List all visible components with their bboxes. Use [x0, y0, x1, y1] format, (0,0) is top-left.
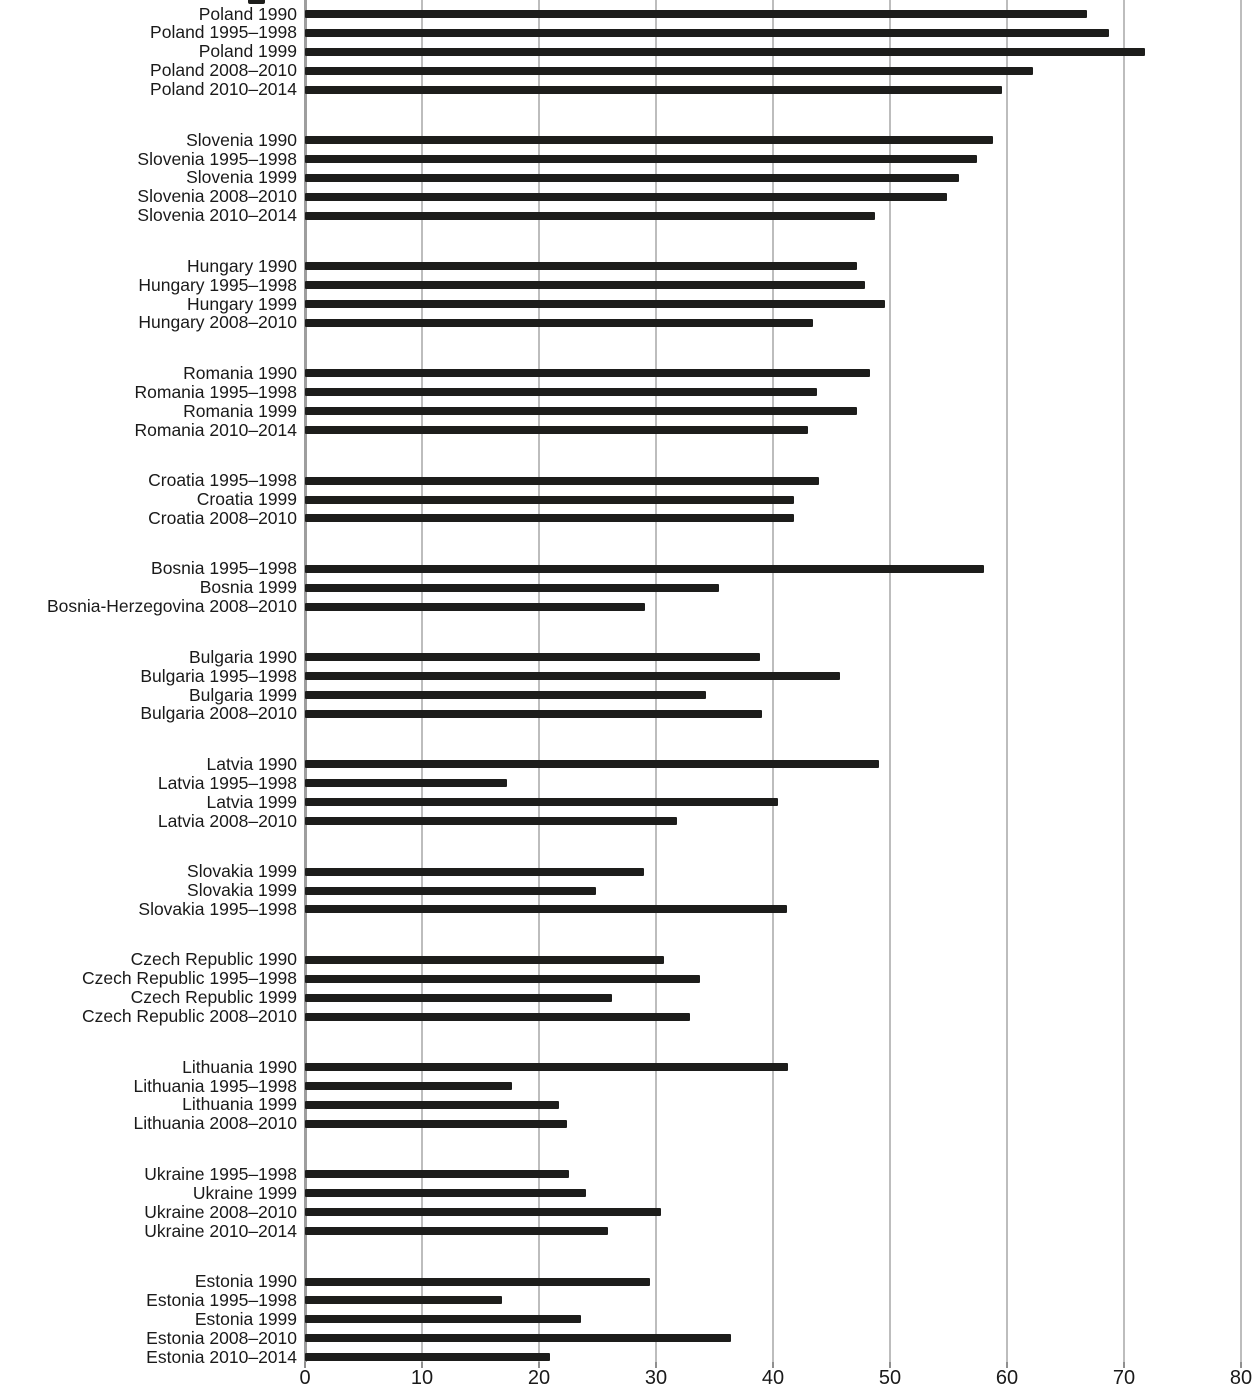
cropped-text-artifact: [248, 0, 265, 4]
bar: [305, 1353, 550, 1361]
bar-label: Czech Republic 2008–2010: [81, 1006, 297, 1027]
bar-label: Hungary 1999: [187, 293, 297, 314]
gridline: [889, 0, 891, 1362]
bar: [305, 710, 762, 718]
bar: [305, 1278, 650, 1286]
bar: [305, 426, 808, 434]
bar-label: Ukraine 1999: [192, 1182, 297, 1203]
bar-label: Bulgaria 1990: [189, 646, 297, 667]
plot-area: [305, 0, 1241, 1362]
bar-label: Lithuania 1999: [182, 1094, 297, 1115]
bar-label: Estonia 2008–2010: [146, 1327, 297, 1348]
bar-label: Estonia 2010–2014: [146, 1346, 297, 1367]
bar-label: Czech Republic 1999: [130, 987, 297, 1008]
bar: [305, 1296, 502, 1304]
bar-label: Croatia 1999: [196, 489, 297, 509]
gridline: [421, 0, 423, 1362]
bar-label: Poland 2008–2010: [150, 60, 297, 81]
bar: [305, 388, 817, 396]
bar: [305, 975, 700, 983]
x-tick-label: 70: [1112, 1367, 1136, 1389]
bar: [305, 86, 1002, 94]
bar-label: Slovakia 1999: [187, 880, 297, 900]
bar: [305, 281, 865, 289]
bar-label: Slovenia 1990: [186, 129, 297, 150]
bar-label: Slovenia 1995–1998: [137, 148, 297, 169]
bar-label: Romania 1999: [183, 400, 297, 421]
bar-label: Lithuania 2008–2010: [133, 1113, 297, 1134]
bar-label: Romania 1995–1998: [134, 381, 297, 402]
bar: [305, 1170, 569, 1178]
bar: [305, 868, 644, 876]
bar-label: Lithuania 1995–1998: [133, 1075, 297, 1096]
bar-label: Latvia 1995–1998: [157, 772, 297, 793]
gridline: [1123, 0, 1125, 1362]
bar: [305, 653, 760, 661]
bar-label: Bulgaria 1995–1998: [140, 665, 297, 686]
bar: [305, 1101, 559, 1109]
bar: [305, 798, 778, 806]
bar-label: Poland 1990: [198, 3, 297, 24]
bar-label: Latvia 1990: [206, 753, 297, 774]
bar-label: Bulgaria 1999: [189, 684, 297, 705]
bar-label: Estonia 1990: [194, 1271, 297, 1291]
bar-label: Bosnia 1999: [199, 577, 297, 598]
x-tick-label: 60: [995, 1367, 1019, 1389]
bar: [305, 1334, 731, 1342]
bar-label: Croatia 2008–2010: [148, 507, 297, 528]
x-tick-label: 20: [527, 1367, 551, 1389]
bar-label: Latvia 1999: [206, 791, 297, 812]
bar-label: Poland 1999: [198, 41, 297, 62]
x-tick-label: 10: [410, 1367, 434, 1389]
bar: [305, 174, 959, 182]
bar: [305, 212, 875, 220]
x-tick-label: 30: [644, 1367, 668, 1389]
bar: [305, 994, 612, 1002]
x-tick-label: 40: [761, 1367, 785, 1389]
bar-label: Slovakia 1999: [187, 861, 297, 882]
bar: [305, 603, 645, 611]
gridline: [1006, 0, 1008, 1362]
bar: [305, 905, 787, 913]
bar-label: Bosnia 1995–1998: [151, 558, 297, 579]
bar-label: Hungary 1990: [187, 255, 297, 276]
bar: [305, 262, 857, 270]
bar: [305, 1208, 661, 1216]
bar: [305, 407, 857, 415]
gridline: [538, 0, 540, 1362]
bar-label: Slovenia 2010–2014: [137, 205, 297, 226]
bar: [305, 672, 840, 680]
x-tick-label: 50: [878, 1367, 902, 1389]
bar-label: Slovakia 1995–1998: [138, 898, 297, 919]
x-axis: [299, 1366, 1253, 1394]
bar: [305, 779, 507, 787]
bar: [305, 565, 984, 573]
bar: [305, 319, 813, 327]
gridline: [1240, 0, 1242, 1362]
bar-label: Romania 1990: [183, 362, 297, 383]
bar-label: Romania 2010–2014: [134, 419, 297, 440]
bar-label: Slovenia 1999: [186, 167, 297, 188]
x-tick-label: 0: [299, 1367, 311, 1389]
bar-label: Croatia 1995–1998: [148, 470, 297, 491]
bar-label: Czech Republic 1995–1998: [81, 968, 297, 989]
bar-label: Slovenia 2008–2010: [137, 186, 297, 207]
labels-column: [0, 0, 305, 1367]
bar-label: Hungary 2008–2010: [138, 312, 297, 333]
bar-label: Lithuania 1990: [182, 1056, 297, 1077]
bar: [305, 817, 677, 825]
bar-label: Ukraine 1995–1998: [144, 1163, 297, 1184]
bar-label: Estonia 1999: [194, 1308, 297, 1329]
bar-label: Bulgaria 2008–2010: [140, 703, 297, 724]
bar: [305, 155, 977, 163]
bar-label: Poland 2010–2014: [150, 79, 297, 100]
bar: [305, 67, 1033, 75]
bar: [305, 1013, 690, 1021]
bar: [305, 193, 947, 201]
bar: [305, 136, 993, 144]
bar: [305, 300, 885, 308]
bar: [305, 1315, 581, 1323]
bar: [305, 760, 879, 768]
bar: [305, 477, 819, 485]
bar: [305, 29, 1109, 37]
bar: [305, 887, 596, 895]
bar-label: Ukraine 2010–2014: [144, 1220, 297, 1241]
bar: [305, 1227, 608, 1235]
bar: [305, 496, 794, 504]
bar: [305, 369, 870, 377]
bar-label: Czech Republic 1990: [130, 949, 297, 970]
bar-label: Ukraine 2008–2010: [144, 1201, 297, 1222]
x-tick-label: 80: [1229, 1367, 1253, 1389]
bar: [305, 10, 1087, 18]
bar-label: Estonia 1995–1998: [146, 1289, 297, 1310]
bar: [305, 691, 706, 699]
bar: [305, 1063, 788, 1071]
bar-label: Poland 1995–1998: [150, 22, 297, 43]
bar: [305, 514, 794, 522]
bar: [305, 956, 664, 964]
bar-label: Latvia 2008–2010: [157, 810, 297, 831]
bar-label: Bosnia-Herzegovina 2008–2010: [46, 596, 297, 617]
bar-label: Hungary 1995–1998: [138, 274, 297, 295]
bar: [305, 584, 719, 592]
bar: [305, 1082, 512, 1090]
bar: [305, 48, 1145, 56]
bar: [305, 1189, 586, 1197]
gridline: [772, 0, 774, 1362]
bar: [305, 1120, 567, 1128]
gridline: [655, 0, 657, 1362]
